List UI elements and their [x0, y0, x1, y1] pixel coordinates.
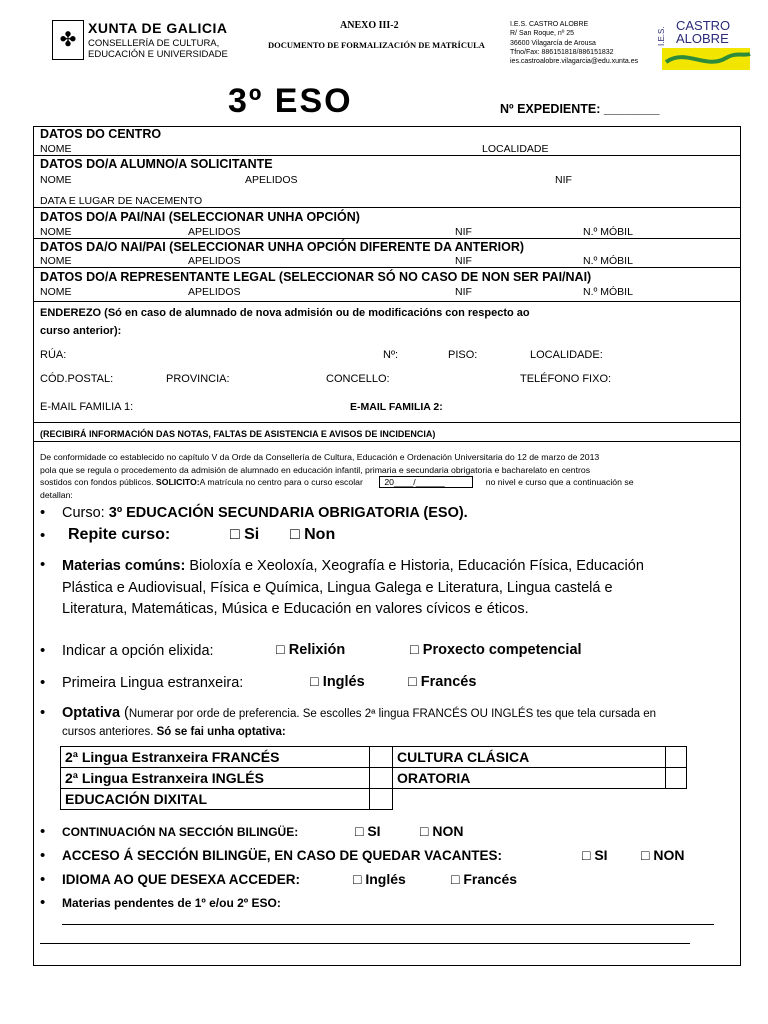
divider: [33, 207, 740, 208]
provincia-field[interactable]: PROVINCIA:: [166, 373, 230, 385]
pendentes-label: Materias pendentes de 1º e/ou 2º ESO:: [62, 896, 281, 910]
school-street: R/ San Roque, nº 25: [510, 30, 575, 38]
page-title: 3º ESO: [228, 82, 353, 120]
materias-comuns-line-3: Literatura, Matemáticas, Música e Educación en valores cívicos e éticos.: [62, 601, 529, 617]
centro-nome-field[interactable]: NOME: [40, 143, 72, 155]
nai-nome-field[interactable]: NOME: [40, 255, 72, 267]
localidade-field[interactable]: LOCALIDADE:: [530, 349, 603, 361]
concello-field[interactable]: CONCELLO:: [326, 373, 390, 385]
optativa-option-frances: 2ª Lingua Estranxeira FRANCÉS: [61, 747, 370, 768]
optativa-rank-box-cultura-clasica[interactable]: [666, 747, 687, 768]
bullet: •: [40, 894, 46, 911]
xunta-crest-icon: ✤: [52, 20, 84, 60]
bullet: •: [40, 527, 46, 544]
optativa-line-1: [62, 704, 732, 723]
enderezo-title-line-2: curso anterior):: [40, 325, 122, 337]
legal-line-1: De conformidade co establecido no capítulo V da Orde da Consellería de Cultura, Educación e Ordenación Universitaria do 12 de marzo de 2013: [40, 452, 600, 462]
opcion-label: Indicar a opción elixida:: [62, 643, 214, 659]
school-logo-vertical-text: I.E.S.: [657, 26, 666, 46]
lingua-ingles-checkbox[interactable]: □ Inglés: [310, 674, 365, 690]
section-title-nai: DATOS DA/O NAI/PAI (SELECCIONAR UNHA OPCIÓN DIFERENTE DA ANTERIOR): [40, 240, 525, 254]
alumno-apelidos-field[interactable]: APELIDOS: [245, 174, 298, 186]
representante-nif-field[interactable]: NIF: [455, 286, 472, 298]
pai-mobil-field[interactable]: N.º MÓBIL: [583, 226, 633, 238]
optativa-table: [60, 746, 687, 810]
bullet: •: [40, 556, 46, 573]
section-title-centro: DATOS DO CENTRO: [40, 127, 162, 141]
bullet: •: [40, 871, 46, 888]
acceso-label: ACCESO Á SECCIÓN BILINGÜE, EN CASO DE QUEDAR VACANTES:: [62, 848, 503, 863]
bilingue-non-checkbox[interactable]: □ NON: [420, 823, 464, 839]
school-email: ies.castroalobre.vilagarcia@edu.xunta.es: [510, 58, 639, 66]
empty-cell: [666, 789, 687, 810]
pendentes-line-2[interactable]: [40, 943, 690, 944]
optativa-block: [62, 704, 732, 741]
optativa-rank-box-oratoria[interactable]: [666, 768, 687, 789]
divider: [33, 422, 740, 423]
telefono-field[interactable]: TELÉFONO FIXO:: [520, 373, 612, 385]
school-logo-text-alobre: ALOBRE: [676, 31, 729, 46]
acceso-si-checkbox[interactable]: □ SI: [582, 847, 608, 863]
repite-si-checkbox[interactable]: □ Si: [230, 526, 260, 543]
bullet: •: [40, 847, 46, 864]
enderezo-title-line-1: ENDEREZO (Só en caso de alumnado de nova admisión ou de modificacións con respecto ao: [40, 307, 530, 319]
optativa-label: Optativa: [62, 705, 121, 721]
piso-field[interactable]: PISO:: [448, 349, 478, 361]
school-name: I.E.S. CASTRO ALOBRE: [510, 21, 589, 28]
materias-comuns-paragraph: [62, 556, 732, 621]
idioma-ingles-checkbox[interactable]: □ Inglés: [353, 871, 406, 887]
centro-localidade-field[interactable]: LOCALIDADE: [482, 143, 549, 155]
repite-non-checkbox[interactable]: □ Non: [290, 526, 336, 543]
materias-comuns-text-1: Bioloxía e Xeoloxía, Xeografía e Historia, Educación Física, Educación: [185, 558, 644, 574]
document-title: DOCUMENTO DE FORMALIZACIÓN DE MATRÍCULA: [268, 40, 485, 50]
optativa-single-note: Só se fai unha optativa:: [156, 726, 286, 738]
optativa-line-2: [62, 723, 732, 741]
table-row: [61, 789, 687, 810]
xunta-department-line-1: CONSELLERÍA DE CULTURA,: [88, 38, 220, 49]
nai-mobil-field[interactable]: N.º MÓBIL: [583, 255, 633, 267]
expediente-field[interactable]: Nº EXPEDIENTE: ________: [500, 102, 660, 116]
bullet: •: [40, 642, 46, 659]
section-title-representante: DATOS DO/A REPRESENTANTE LEGAL (SELECCIONAR SÓ NO CASO DE NON SER PAI/NAI): [40, 270, 592, 284]
legal-line-4: detallan:: [40, 489, 73, 500]
pendentes-line-1[interactable]: [62, 924, 714, 925]
section-title-pai: DATOS DO/A PAI/NAI (SELECCIONAR UNHA OPCIÓN): [40, 210, 360, 224]
divider: [33, 301, 740, 302]
codpostal-field[interactable]: CÓD.POSTAL:: [40, 373, 114, 385]
annex-label: ANEXO III-2: [340, 20, 399, 31]
optativa-option-oratoria: ORATORIA: [393, 768, 666, 789]
email-familia-1-field[interactable]: E-MAIL FAMILIA 1:: [40, 401, 134, 413]
materias-comuns-line-2: Plástica e Audiovisual, Física e Química, Lingua Galega e Literatura, Lingua castelá e: [62, 579, 613, 596]
alumno-nif-field[interactable]: NIF: [555, 174, 572, 186]
optativa-option-cultura-clasica: CULTURA CLÁSICA: [393, 747, 666, 768]
divider: [33, 267, 740, 268]
school-year-field[interactable]: 20____/______: [379, 476, 473, 488]
optativa-rank-box-frances[interactable]: [370, 747, 393, 768]
opcion-proxecto-checkbox[interactable]: □ Proxecto competencial: [410, 642, 582, 658]
lingua-label: Primeira Lingua estranxeira:: [62, 675, 244, 691]
notification-note: (RECIBIRÁ INFORMACIÓN DAS NOTAS, FALTAS DE ASISTENCIA E AVISOS DE INCIDENCIA): [40, 429, 436, 439]
school-city: 36600 Vilagarcía de Arousa: [510, 39, 596, 47]
curso-value: 3º EDUCACIÓN SECUNDARIA OBRIGATORIA (ESO).: [108, 505, 468, 521]
bullet: •: [40, 823, 46, 840]
optativa-option-ingles: 2ª Lingua Estranxeira INGLÉS: [61, 768, 370, 789]
school-address: [510, 20, 638, 66]
section-title-alumno: DATOS DO/A ALUMNO/A SOLICITANTE: [40, 157, 273, 171]
nai-apelidos-field[interactable]: APELIDOS: [188, 255, 241, 267]
curso-label: Curso:: [62, 505, 109, 521]
optativa-rank-box-ingles[interactable]: [370, 768, 393, 789]
materias-comuns-line-1: [62, 556, 732, 578]
lingua-frances-checkbox[interactable]: □ Francés: [408, 674, 477, 690]
divider: [33, 155, 740, 156]
pai-nif-field[interactable]: NIF: [455, 226, 472, 238]
legal-line-3-start: sostidos con fondos públicos.: [40, 477, 156, 487]
opcion-relixion-checkbox[interactable]: □ Relixión: [276, 642, 346, 658]
idioma-label: IDIOMA AO QUE DESEXA ACCEDER:: [62, 872, 301, 887]
legal-line-3-end: no nivel e curso que a continuación se: [485, 477, 634, 487]
legal-line-2: pola que se regula o procedemento da admisión de alumnado en educación infantil, primaria e secundaria obrigatoria e bacharelato en centros: [40, 464, 591, 475]
materias-comuns-label: Materias comúns:: [62, 558, 186, 574]
xunta-department: [88, 38, 228, 60]
curso-row: [62, 505, 468, 521]
table-row: [61, 747, 687, 768]
bilingue-si-checkbox[interactable]: □ SI: [355, 823, 381, 839]
table-row: [61, 768, 687, 789]
empty-cell: [393, 789, 666, 810]
alumno-nacemento-field[interactable]: DATA E LUGAR DE NACEMENTO: [40, 195, 203, 207]
bullet: •: [40, 674, 46, 691]
bullet: •: [40, 504, 46, 521]
bullet: •: [40, 704, 46, 721]
numero-field[interactable]: Nº:: [383, 349, 399, 361]
pai-nome-field[interactable]: NOME: [40, 226, 72, 238]
school-logo-icon: [656, 18, 754, 70]
optativa-paren: (: [120, 705, 129, 721]
pai-apelidos-field[interactable]: APELIDOS: [188, 226, 241, 238]
nai-nif-field[interactable]: NIF: [455, 255, 472, 267]
representante-nome-field[interactable]: NOME: [40, 286, 72, 298]
xunta-name: XUNTA DE GALICIA: [88, 20, 228, 36]
solicito-label: SOLICITO:: [155, 477, 200, 487]
school-logo-text-castro: CASTRO: [676, 18, 731, 33]
acceso-non-checkbox[interactable]: □ NON: [641, 847, 685, 863]
idioma-frances-checkbox[interactable]: □ Francés: [451, 871, 518, 887]
divider: [33, 441, 740, 442]
optativa-description-2: cursos anteriores.: [62, 726, 157, 738]
school-phone: Tfno/Fax: 886151818/886151832: [510, 48, 614, 56]
representante-mobil-field[interactable]: N.º MÓBIL: [583, 286, 633, 298]
optativa-description-1: Numerar por orde de preferencia. Se escolles 2ª lingua FRANCÉS OU INGLÉS tes que tela cursada en: [128, 708, 656, 720]
legal-line-3-mid: A matrícula no centro para o curso escolar: [199, 477, 363, 487]
xunta-department-line-2: EDUCACIÓN E UNIVERSIDADE: [88, 49, 228, 60]
optativa-option-educacion-dixital: EDUCACIÓN DIXITAL: [61, 789, 370, 810]
alumno-nome-field[interactable]: NOME: [40, 174, 72, 186]
email-familia-2-field[interactable]: E-MAIL FAMILIA 2:: [350, 401, 443, 413]
legal-line-3: [40, 476, 730, 489]
repite-label: Repite curso:: [68, 526, 171, 543]
rua-field[interactable]: RÚA:: [40, 349, 67, 361]
representante-apelidos-field[interactable]: APELIDOS: [188, 286, 241, 298]
divider: [33, 238, 740, 239]
legal-paragraph: [40, 451, 730, 501]
bilingue-label: CONTINUACIÓN NA SECCIÓN BILINGÜE:: [62, 825, 299, 839]
optativa-rank-box-educacion-dixital[interactable]: [370, 789, 393, 810]
